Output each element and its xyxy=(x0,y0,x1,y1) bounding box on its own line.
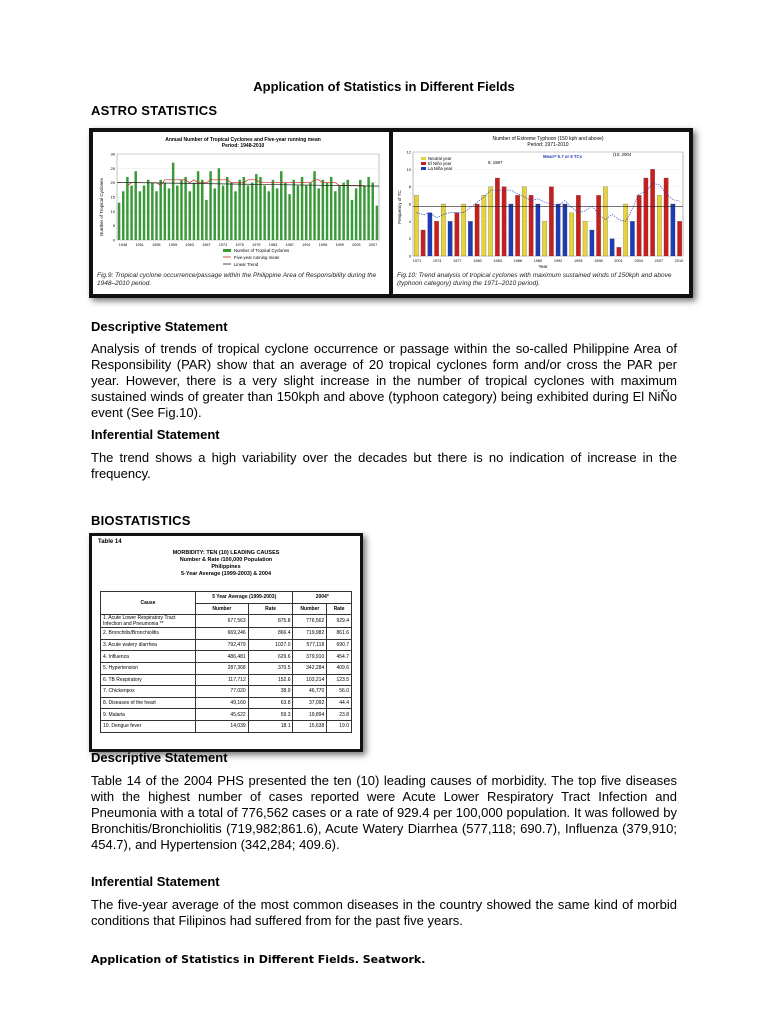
cell-cause: 6. TB Respiratory xyxy=(101,674,196,686)
fig10-x-tick: 1980 xyxy=(473,259,482,263)
cell-value: 23.8 xyxy=(327,709,352,721)
bio-inferential-text: The five-year average of the most common diseases in the country showed the same kind of morbid conditions that Filipinos had suffered from for the past five years. xyxy=(91,897,677,928)
fig10-x-tick: 2007 xyxy=(654,259,664,263)
fig9-x-tick: 1995 xyxy=(318,243,328,247)
astro-inferential-heading: Inferential Statement xyxy=(91,427,220,442)
fig10-y-tick: 4 xyxy=(408,218,411,224)
fig9-bar xyxy=(126,177,128,240)
cell-value: 776,562 xyxy=(293,615,327,628)
fig9-bar xyxy=(122,191,124,240)
cell-value: 379,910 xyxy=(293,651,327,663)
bio-inferential-heading: Inferential Statement xyxy=(91,874,220,889)
fig9-bar xyxy=(218,168,220,240)
fig10-bar xyxy=(536,204,540,256)
fig9-caption: Fig.9: Tropical cyclone occurrence/passage within the Philippine Area of Responsibility during the 1948–2010 period. xyxy=(97,272,377,287)
fig9-bar xyxy=(189,191,191,240)
cell-value: 370.5 xyxy=(248,662,293,674)
cell-value: 629.6 xyxy=(248,651,293,663)
table-label: Table 14 xyxy=(98,539,122,545)
morbidity-table xyxy=(100,591,352,733)
fig9-x-tick: 1967 xyxy=(202,243,211,247)
fig10-y-tick: 2 xyxy=(408,236,411,242)
fig10-bar xyxy=(677,221,681,256)
table-row xyxy=(101,662,352,674)
fig10-bar xyxy=(495,178,499,256)
fig9-bar xyxy=(276,188,278,240)
fig9-bar xyxy=(372,183,374,240)
fig10-bar xyxy=(596,195,600,256)
table-title-1: MORBIDITY: TEN (10) LEADING CAUSES xyxy=(172,550,280,556)
fig10-annotation-b: (10, 2004 xyxy=(613,152,632,157)
astro-figures xyxy=(89,128,693,298)
astro-descriptive-heading: Descriptive Statement xyxy=(91,319,228,334)
fig9-bar xyxy=(176,186,178,240)
fig10-legend-swatch-lanina xyxy=(421,167,426,170)
fig9-x-tick: 1959 xyxy=(168,243,178,247)
cell-value: 38.9 xyxy=(248,686,293,698)
cell-cause: 9. Malaria xyxy=(101,709,196,721)
fig9-bar xyxy=(234,191,236,240)
table-title-3: Philippines xyxy=(211,564,241,570)
table-row xyxy=(101,639,352,651)
fig9-bar xyxy=(355,188,357,240)
cell-cause: 5. Hypertension xyxy=(101,662,196,674)
fig9-bar xyxy=(184,177,186,240)
fig10-chart xyxy=(393,132,689,270)
fig9-bar xyxy=(376,206,378,240)
fig9-x-tick: 1955 xyxy=(152,243,161,247)
cell-value: 15,638 xyxy=(293,720,327,732)
fig10-legend-neutral: Neutral year xyxy=(428,156,452,161)
fig10-bar xyxy=(475,204,479,256)
cell-value: 77,020 xyxy=(196,686,249,698)
cell-value: 1027.0 xyxy=(248,639,293,651)
fig9-bar xyxy=(222,186,224,240)
fig9-chart xyxy=(93,132,389,270)
cell-value: 63.8 xyxy=(248,697,293,709)
fig10-x-tick: 1971 xyxy=(412,259,422,263)
fig9-bar xyxy=(159,180,161,240)
cell-value: 123.5 xyxy=(327,674,352,686)
fig9-bar xyxy=(201,180,203,240)
fig9-bar xyxy=(193,183,195,240)
cell-value: 719,982 xyxy=(293,628,327,640)
fig9-bar xyxy=(317,188,319,240)
table-row xyxy=(101,628,352,640)
morbidity-table-box xyxy=(89,533,363,752)
fig9-bar xyxy=(213,188,215,240)
fig10-bar xyxy=(549,187,553,256)
footer: Application of Statistics in Different Fields. Seatwork. xyxy=(91,953,426,966)
fig9-bar xyxy=(243,177,245,240)
fig9-x-tick: 1975 xyxy=(235,243,244,247)
fig9-bar xyxy=(351,200,353,240)
fig10-bar xyxy=(542,221,546,256)
cell-value: 792,479 xyxy=(196,639,249,651)
fig9-bar xyxy=(284,183,286,240)
fig10-bar xyxy=(630,221,634,256)
fig9-x-tick: 1963 xyxy=(185,243,194,247)
fig10-legend-swatch-neutral xyxy=(421,157,426,160)
fig10-bar xyxy=(583,221,587,256)
table-title-4: 5-Year Average (1999-2003) & 2004 xyxy=(180,571,272,577)
cell-cause: 3. Acute watery diarrhea xyxy=(101,639,196,651)
col-cause: Cause xyxy=(101,592,196,615)
fig9-bar xyxy=(151,183,153,240)
fig9-bar xyxy=(118,203,120,240)
fig9-x-tick: 1971 xyxy=(218,243,228,247)
fig10-bar xyxy=(556,204,560,256)
cell-value: 669,246 xyxy=(196,628,249,640)
fig9-bar xyxy=(251,183,253,240)
fig10-y-tick: 8 xyxy=(408,184,411,190)
fig9-bar xyxy=(268,191,270,240)
fig10-bar xyxy=(617,247,621,256)
fig10-bar xyxy=(414,195,418,256)
fig9-y-tick: 25 xyxy=(110,165,115,171)
fig9-panel xyxy=(93,132,389,294)
table-row xyxy=(101,709,352,721)
fig9-bar xyxy=(143,186,145,240)
fig10-x-tick: 2004 xyxy=(634,259,643,263)
fig9-bar xyxy=(226,177,228,240)
cell-value: 19.0 xyxy=(327,720,352,732)
cell-value: 37,092 xyxy=(293,697,327,709)
table-row xyxy=(101,686,352,698)
fig10-bar xyxy=(488,187,492,256)
fig9-bar xyxy=(326,183,328,240)
fig10-bar xyxy=(515,195,519,256)
fig10-bar xyxy=(468,221,472,256)
fig9-bar xyxy=(330,177,332,240)
cell-value: 14,039 xyxy=(196,720,249,732)
fig9-bar xyxy=(180,180,182,240)
cell-cause: 4. Influenza xyxy=(101,651,196,663)
fig10-bar xyxy=(461,204,465,256)
cell-value: 875.8 xyxy=(248,615,293,628)
fig9-bar xyxy=(130,186,132,240)
fig10-bar xyxy=(428,213,432,256)
cell-value: 486,481 xyxy=(196,651,249,663)
page-title: Application of Statistics in Different Fields xyxy=(253,79,515,94)
fig10-annotation-a: 9, 1987 xyxy=(488,160,503,165)
fig10-bar xyxy=(441,204,445,256)
cell-value: 46,770 xyxy=(293,686,327,698)
cell-cause: 2. Bronchitis/Bronchiolitis xyxy=(101,628,196,640)
fig10-mean-annotation: Mean= 5.7 or 6 TCs xyxy=(543,154,583,159)
fig9-bar xyxy=(155,191,157,240)
fig10-bar xyxy=(529,195,533,256)
fig9-bar xyxy=(322,180,324,240)
col-2004-number: Number xyxy=(293,603,327,615)
fig10-bar xyxy=(576,195,580,256)
table-title-2: Number & Rate /100,000 Population xyxy=(179,557,273,563)
fig9-bar xyxy=(259,177,261,240)
fig9-x-tick: 1999 xyxy=(335,243,344,247)
cell-value: 677,563 xyxy=(196,615,249,628)
fig9-x-tick: 1987 xyxy=(285,243,294,247)
fig10-bar xyxy=(603,187,607,256)
bio-heading: BIOSTATISTICS xyxy=(91,513,191,528)
fig10-bar xyxy=(569,213,573,256)
fig9-bar xyxy=(255,174,257,240)
fig10-bar xyxy=(434,221,438,256)
col-avg-number: Number xyxy=(196,603,249,615)
fig9-bar xyxy=(134,171,136,240)
fig9-bar xyxy=(164,183,166,240)
fig10-legend xyxy=(421,156,453,171)
cell-value: 342,284 xyxy=(293,662,327,674)
fig9-legend xyxy=(223,248,289,267)
cell-value: 18.1 xyxy=(248,720,293,732)
fig10-bar xyxy=(623,204,627,256)
cell-value: 152.6 xyxy=(248,674,293,686)
fig10-bar xyxy=(563,204,567,256)
cell-value: 103,214 xyxy=(293,674,327,686)
fig10-bar xyxy=(664,178,668,256)
fig10-bar xyxy=(502,187,506,256)
fig9-title: Annual Number of Tropical Cyclones and Five-year running mean xyxy=(165,137,321,143)
fig9-bar xyxy=(168,188,170,240)
fig10-x-tick: 1974 xyxy=(432,259,442,263)
fig9-bar xyxy=(342,183,344,240)
fig9-ylabel: Number of Tropical Cyclones xyxy=(99,178,104,236)
fig9-bar xyxy=(172,163,174,240)
fig9-bar xyxy=(305,186,307,240)
fig9-y-tick: 15 xyxy=(110,194,115,200)
fig9-x-tick: 2007 xyxy=(368,243,378,247)
col-2004: 2004* xyxy=(293,592,352,604)
fig10-x-tick: 1989 xyxy=(533,259,543,263)
fig9-x-tick: 1951 xyxy=(135,243,144,247)
fig9-bar xyxy=(247,186,249,240)
fig9-y-tick: 20 xyxy=(110,180,115,186)
cell-value: 59.3 xyxy=(248,709,293,721)
cell-value: 866.4 xyxy=(248,628,293,640)
fig10-y-tick: 6 xyxy=(408,201,411,207)
fig10-bar xyxy=(455,213,459,256)
fig10-legend-elnino: El Niño year xyxy=(428,161,452,166)
fig9-bar xyxy=(301,177,303,240)
fig10-x-tick: 2001 xyxy=(614,259,623,263)
fig10-bar xyxy=(657,195,661,256)
cell-value: 861.6 xyxy=(327,628,352,640)
fig9-x-tick: 1979 xyxy=(252,243,261,247)
fig9-y-tick: 0 xyxy=(112,237,115,243)
bio-descriptive-text: Table 14 of the 2004 PHS presented the ten (10) leading causes of morbidity. The top five diseases with the highest number of cases reported were Acute Lower Respiratory Tract Infection and Pneumonia with a total of 776,562 cases or a rate of 929.4 per 100,000 population. It was followed by Bronchitis/Bronchiolitis (719,982;861.6), Acute Watery Diarrhea (577,118; 690.7), Influenza (379,910; 454.7), and Hypertension (342,284; 409.6). xyxy=(91,773,677,852)
fig10-y-tick: 12 xyxy=(406,149,411,155)
cell-cause: 1. Acute Lower Respiratory Tract Infection and Pneumonia ** xyxy=(101,615,196,628)
cell-value: 44.4 xyxy=(327,697,352,709)
col-avg: 5 Year Average (1999-2003) xyxy=(196,592,293,604)
fig10-x-tick: 1992 xyxy=(553,259,563,263)
fig9-subtitle: Period: 1948-2010 xyxy=(221,143,265,149)
fig10-y-tick: 10 xyxy=(406,166,411,172)
cell-cause: 10. Dengue fever xyxy=(101,720,196,732)
fig10-bar xyxy=(421,230,425,256)
fig9-legend-mean: Five-year running mean xyxy=(234,255,280,260)
fig10-bar xyxy=(637,195,641,256)
cell-value: 117,712 xyxy=(196,674,249,686)
fig9-y-tick: 10 xyxy=(110,208,115,214)
fig9-bar xyxy=(334,191,336,240)
fig10-bar xyxy=(650,169,654,256)
cell-value: 49,160 xyxy=(196,697,249,709)
fig10-y-tick: 0 xyxy=(408,253,411,259)
fig9-bar xyxy=(263,186,265,240)
fig10-legend-swatch-elnino xyxy=(421,162,426,165)
fig9-bar xyxy=(359,180,361,240)
fig10-x-tick: 1998 xyxy=(594,259,603,263)
cell-value: 690.7 xyxy=(327,639,352,651)
col-avg-rate: Rate xyxy=(248,603,293,615)
astro-heading: ASTRO STATISTICS xyxy=(91,103,218,118)
fig9-bar xyxy=(309,183,311,240)
fig9-bar xyxy=(338,186,340,240)
fig9-bar xyxy=(197,171,199,240)
table-row xyxy=(101,651,352,663)
fig10-bar xyxy=(448,221,452,256)
astro-descriptive-text: Analysis of trends of tropical cyclone occurrence or passage within the so-called Philippine Area of Responsibility (PAR) show that an average of 20 tropical cyclones form and/or cross the PAR per year. However, there is a very slight increase in the number of tropical cyclones with maximum sustained winds of greater than 150kph and above (typhoon category) being exhibited during El NiÑo event (See Fig.10). xyxy=(91,341,677,420)
fig9-bar xyxy=(209,171,211,240)
fig9-x-tick: 1948 xyxy=(118,243,128,247)
cell-value: 577,118 xyxy=(293,639,327,651)
cell-value: 19,894 xyxy=(293,709,327,721)
fig10-subtitle: Period: 1971-2010 xyxy=(527,142,569,148)
fig10-bar xyxy=(671,204,675,256)
table-row xyxy=(101,697,352,709)
table-row xyxy=(101,674,352,686)
fig9-bar xyxy=(363,186,365,240)
cell-value: 56.0 xyxy=(327,686,352,698)
fig10-x-tick: 2010 xyxy=(674,259,684,263)
table-row xyxy=(101,615,352,628)
fig9-bar xyxy=(297,186,299,240)
fig9-legend-bars: Number of Tropical Cyclones xyxy=(234,248,290,253)
astro-inferential-text: The trend shows a high variability over the decades but there is no indication of increase in the frequency. xyxy=(91,450,677,481)
fig10-x-tick: 1983 xyxy=(493,259,502,263)
fig9-legend-swatch-bars xyxy=(223,249,231,252)
fig10-caption: Fig.10: Trend analysis of tropical cyclones with maximum sustained winds of 150kph and above (typhoon category) during the 1971–2010 period). xyxy=(397,272,672,287)
fig9-x-tick: 1991 xyxy=(302,243,311,247)
fig10-ylabel: Frequency of TC xyxy=(397,190,402,224)
fig9-bar xyxy=(230,183,232,240)
fig9-bar xyxy=(288,194,290,240)
fig10-x-tick: 1977 xyxy=(453,259,462,263)
cell-value: 409.6 xyxy=(327,662,352,674)
fig10-x-tick: 1995 xyxy=(574,259,583,263)
fig10-panel xyxy=(393,132,689,294)
fig10-xlabel: Year xyxy=(538,264,548,269)
cell-value: 45,622 xyxy=(196,709,249,721)
fig10-bar xyxy=(482,195,486,256)
fig10-bar xyxy=(509,204,513,256)
cell-cause: 7. Chickenpox xyxy=(101,686,196,698)
cell-value: 929.4 xyxy=(327,615,352,628)
fig9-bar xyxy=(272,180,274,240)
fig9-bar xyxy=(139,191,141,240)
fig10-x-tick: 1986 xyxy=(513,259,522,263)
fig9-bar xyxy=(292,180,294,240)
fig9-x-tick: 2003 xyxy=(352,243,361,247)
fig9-bar xyxy=(238,180,240,240)
fig10-bar xyxy=(590,230,594,256)
cell-cause: 8. Diseases of the heart xyxy=(101,697,196,709)
fig10-legend-lanina: La Niña year xyxy=(428,166,453,171)
fig10-bar xyxy=(610,239,614,256)
fig9-bar xyxy=(313,171,315,240)
fig9-bar xyxy=(367,177,369,240)
fig9-x-tick: 1983 xyxy=(268,243,278,247)
cell-value: 454.7 xyxy=(327,651,352,663)
fig9-bar xyxy=(147,180,149,240)
fig9-y-tick: 5 xyxy=(112,223,115,229)
table-row xyxy=(101,720,352,732)
fig9-y-tick: 30 xyxy=(110,151,115,157)
col-2004-rate: Rate xyxy=(327,603,352,615)
cell-value: 287,368 xyxy=(196,662,249,674)
fig9-bar xyxy=(347,180,349,240)
fig9-bar xyxy=(205,200,207,240)
fig9-bar xyxy=(280,171,282,240)
fig10-title: Number of Extreme Typhoon (150 kph and above) xyxy=(492,136,604,142)
fig9-legend-trend: Linear Trend xyxy=(234,262,259,267)
bio-descriptive-heading: Descriptive Statement xyxy=(91,750,228,765)
